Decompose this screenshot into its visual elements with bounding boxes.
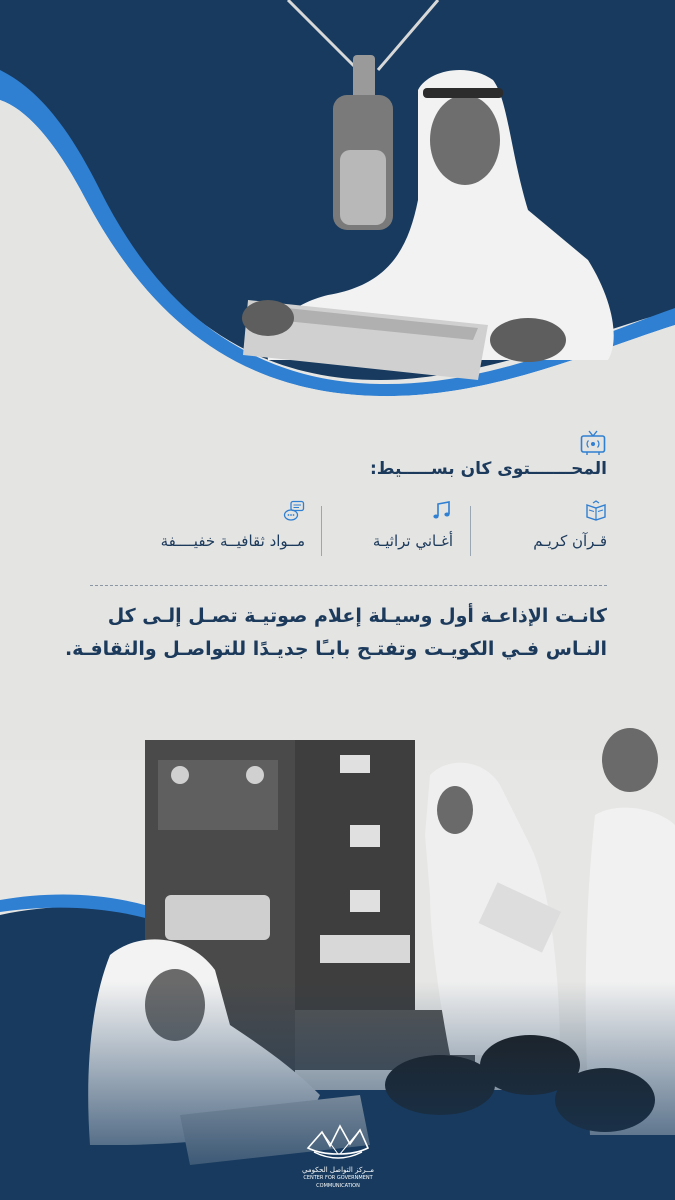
divider: [321, 506, 322, 556]
logo-text: [290, 1166, 386, 1190]
list-item-culture: [80, 500, 305, 558]
content-items: [80, 500, 607, 560]
list-item-label: أغـاني تراثيـة: [372, 532, 453, 550]
chat-bubbles-icon: [283, 500, 305, 522]
quran-book-icon: [585, 500, 607, 522]
body-line: كانـت الإذاعـة أول وسيـلة إعلام صوتيـة تصـل إلـى كل: [107, 605, 607, 627]
body-line: النـاس فـي الكويـت وتفتـح بابـًا جديـدًا للتواصـل والثقافـة.: [64, 638, 607, 660]
tv-broadcast-icon: [580, 430, 606, 456]
logo-name-ar: مــركز التواصل الحكومي: [301, 1166, 375, 1174]
content-heading: المحـــــــتوى كان بســـــيط:: [369, 459, 607, 479]
radio-announcer-photo: [228, 0, 628, 385]
list-item-songs: [333, 500, 453, 558]
body-paragraph: [60, 600, 607, 666]
list-item-label: قـرآن كريـم: [533, 532, 607, 550]
divider: [470, 506, 471, 556]
dashed-divider: [90, 585, 607, 586]
list-item-label: مــواد ثقافيــة خفيــــفة: [160, 532, 305, 550]
music-notes-icon: [431, 500, 453, 522]
list-item-quran: [487, 500, 607, 558]
logo-name-en: CENTER FOR GOVERNMENT COMMUNICATION: [303, 1175, 373, 1189]
